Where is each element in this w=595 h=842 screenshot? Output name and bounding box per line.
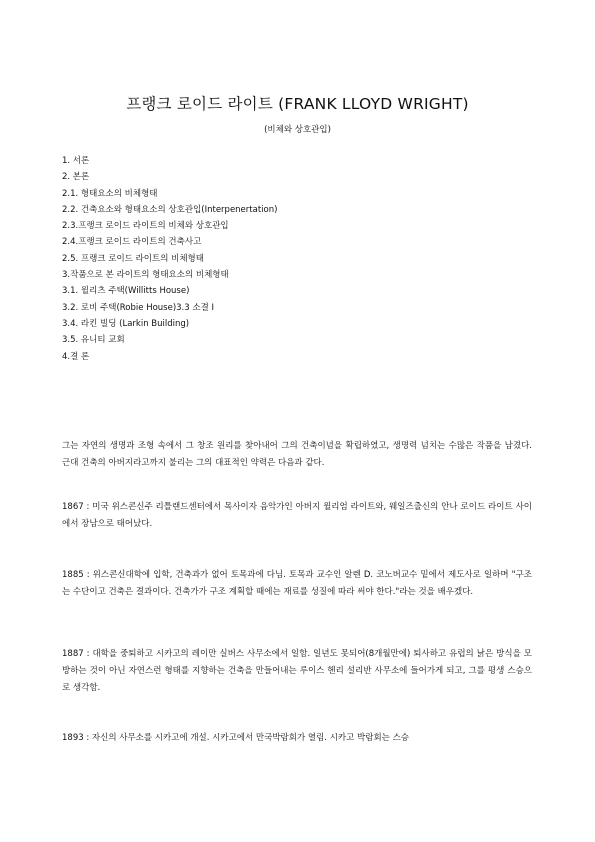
toc-item: 2. 본론 xyxy=(62,172,90,183)
table-of-contents xyxy=(62,153,542,365)
biography-paragraph-1885: 1885 : 위스콘신대학에 입학, 건축과가 없어 토목과에 다님. 토목과 교수인 알렌 D. 코노버교수 밑에서 제도사로 일하며 "구조는 수단이고 건축은 결과이다. 건축가가 구조 계획할 때에는 재료를 성질에 따라 써야 한다."라는 것을 배우겠다. xyxy=(62,570,532,597)
toc-item: 1. 서론 xyxy=(62,156,90,166)
toc-item: 2.3.프랭크 로이드 라이트의 비체와 상호관입 xyxy=(62,221,229,232)
toc-item: 3.작품으로 본 라이트의 형태요소의 비체형태 xyxy=(62,270,229,281)
page-title: 프랭크 로이드 라이트 (FRANK LLOYD WRIGHT) xyxy=(126,95,469,113)
toc-item: 3.4. 라킨 빌딩 (Larkin Building) xyxy=(62,318,190,329)
toc-item: 2.4.프랭크 로이드 라이트의 건축사고 xyxy=(62,237,202,248)
toc-item: 2.5. 프랭크 로이드 라이트의 비체형태 xyxy=(62,253,204,264)
biography-paragraph-1867: 1867 : 미국 위스콘신주 리틀랜드센터에서 목사이자 음악가인 아버지 윌리엄 라이트와, 웨일즈출신의 안나 로이드 라이트 사이에서 장남으로 태어났다. xyxy=(62,502,532,529)
biography-paragraph-1893: 1893 : 자신의 사무소를 시카고에 개설. 시카고에서 만국박람회가 열림. 시카고 박람회는 스승 xyxy=(62,733,410,743)
page-subtitle: (비체와 상호관입) xyxy=(264,125,331,135)
toc-item: 3.2. 로비 주택(Robie House)3.3 소결 I xyxy=(62,302,215,313)
toc-item: 4.결 론 xyxy=(62,351,90,362)
toc-item: 2.2. 건축요소와 형태요소의 상호관입(Interpenertation) xyxy=(62,204,278,215)
biography-paragraph-1887: 1887 : 대학을 중퇴하고 시카고의 레이만 실버스 사무소에서 일함. 일년도 못되어(8개월만에) 퇴사하고 유럽의 낡은 방식을 모방하는 것이 아닌 자연스런 형태를 지향하는 건축을 만들어내는 루이스 헨리 설리반 사무소에 들어가게 되고, 그를 평생 스승으로 생각함. xyxy=(62,649,532,693)
toc-item: 3.5. 유니티 교회 xyxy=(62,335,125,346)
toc-item: 2.1. 형태요소의 비체형태 xyxy=(62,188,158,199)
intro-paragraph: 그는 자연의 생명과 조형 속에서 그 창조 원리를 찾아내어 그의 건축이념을 확립하였고, 생명력 넘치는 수많은 작품을 남겼다. 근대 건축의 아버지라고까지 불리는 그의 대표적인 약력은 다음과 같다. xyxy=(62,441,532,468)
toc-item: 3.1. 윌리츠 주택(Willitts House) xyxy=(62,286,190,297)
